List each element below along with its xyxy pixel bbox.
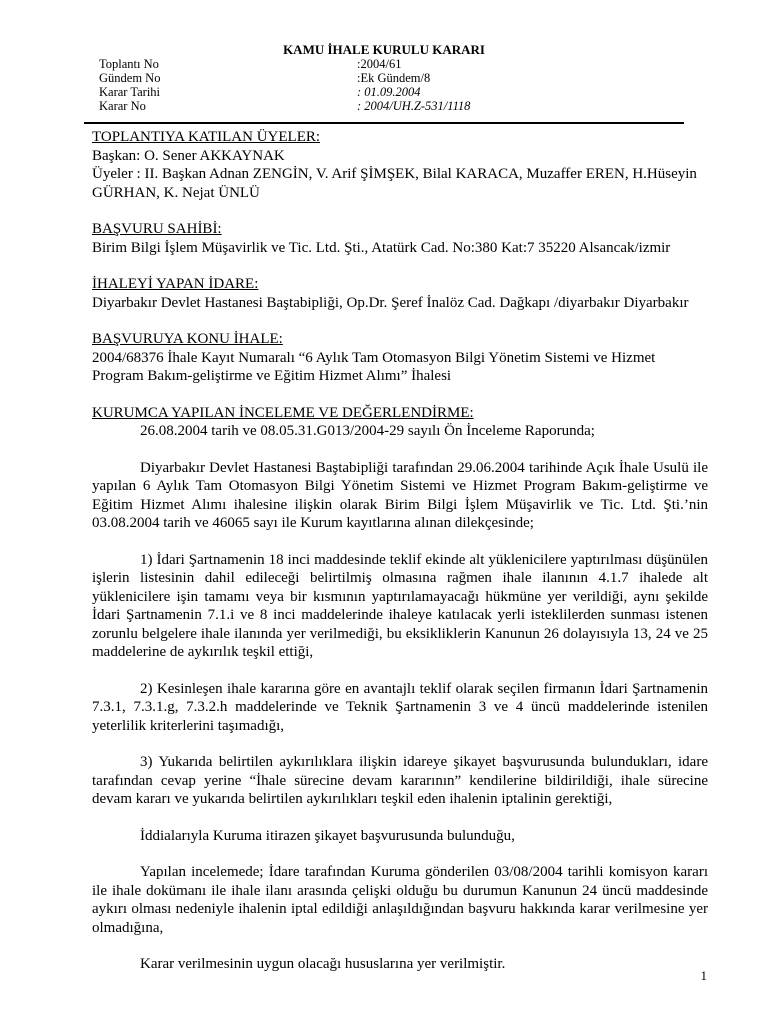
review-section [92,404,708,441]
meta-label: Karar Tarihi [99,85,161,99]
paragraph: Karar verilmesinin uygun olacağı hususlarına yer verilmiştir. [140,956,506,972]
meta-label: Karar No [99,99,146,113]
meta-label: Gündem No [99,71,161,85]
tender-text: 2004/68376 İhale Kayıt Numaralı “6 Aylık Tam Otomasyon Bilgi Yönetim Sistemi ve Hizmet Program Bakım-geliştirme ve Eğitim Hizmet Alımı” İhalesi [92,349,656,384]
meta-value: : 2004/UH.Z-531/1118 [357,99,471,113]
meta-row-decision-no [99,99,519,113]
meta-row-decision-date [99,85,519,99]
meta-value: :2004/61 [357,57,402,71]
decision-meta [99,57,519,113]
applicant-text: Birim Bilgi İşlem Müşavirlik ve Tic. Ltd. Şti., Atatürk Cad. No:380 Kat:7 35220 Alsancak/izmir [92,239,671,256]
header-divider [84,122,684,124]
applicant-section [92,220,708,257]
document-body [92,128,708,992]
section-heading: KURUMCA YAPILAN İNCELEME VE DEĞERLENDİRME: [92,404,474,421]
meta-label: Toplantı No [99,57,159,71]
page-number: 1 [700,968,707,983]
document-title: KAMU İHALE KURULU KARARI [283,42,485,57]
meta-row-meeting-no [99,57,519,71]
paragraph: İddialarıyla Kuruma itirazen şikayet başvurusunda bulunduğu, [140,827,515,844]
members-chair: Başkan: O. Sener AKKAYNAK [92,147,285,164]
section-heading: BAŞVURUYA KONU İHALE: [92,331,283,347]
members-section [92,128,708,202]
meta-value: :Ek Gündem/8 [357,71,431,85]
paragraph: Yapılan incelemede; İdare tarafından Kuruma gönderilen 03/08/2004 tarihli komisyon kararı ile ihale dokümanı ile ihale ilanı arasında çelişki olduğu bu durumun Kanunun 24 üncü maddesinde aykırı olması nedeniyle ihalenin iptal edildiği anlaşıldığından başvuru hakkında karar verilmesine yer olmadığına, [92,864,708,936]
paragraph: 1) İdari Şartnamenin 18 inci maddesinde teklif ekinde alt yüklenicilere yaptırılması düşünülen işlerin listesinin dahil edileceği belirtilmiş olmasına rağmen ihale ilanının 4.1.7 ihalede alt yüklenicilere işin tamamı veya bir kısmının yaptırılamayacağı hükmüne yer verildiği, aynı şekilde İdari Şartnamenin 7.1.i ve 8 inci maddelerinde ihaleye katılacak yerli isteklilerden sunması istenen zorunlu belgelere ihale ilanında yer verilmediği, bu eksikliklerin Kanunun 26 dolayısıyla 13, 24 ve 25 maddelerine de aykırılık teşkil ettiği, [92,551,708,660]
section-heading: TOPLANTIYA KATILAN ÜYELER: [92,129,321,145]
section-heading: BAŞVURU SAHİBİ: [92,221,222,237]
authority-text: Diyarbakır Devlet Hastanesi Baştabipliği, Op.Dr. Şeref İnalöz Cad. Dağkapı /diyarbakır Diyarbakır [92,294,689,311]
review-intro: 26.08.2004 tarih ve 08.05.31.G013/2004-29 sayılı Ön İnceleme Raporunda; [140,423,595,439]
authority-section [92,275,708,312]
section-heading: İHALEYİ YAPAN İDARE: [92,276,259,292]
meta-value: : 01.09.2004 [357,85,421,99]
paragraph: 3) Yukarıda belirtilen aykırılıklara ilişkin idareye şikayet başvurusunda bulundukları, idare tarafından cevap yerine “İhale sürecine devam kararının” kendilerine bildirildiği, ihale sürecine devam kararı ve yukarıda belirtilen aykırılıkları teşkil eden ihalenin iptalinin gerektiği, [92,754,708,807]
members-list: Üyeler : II. Başkan Adnan ZENGİN, V. Arif ŞİMŞEK, Bilal KARACA, Muzaffer EREN, H.Hüseyin GÜRHAN, K. Nejat ÜNLÜ [92,166,697,201]
paragraph: Diyarbakır Devlet Hastanesi Baştabipliği tarafından 29.06.2004 tarihinde Açık İhale Usulü ile yapılan 6 Aylık Tam Otomasyon Bilgi Yönetim Sistemi ve Hizmet Program Bakım-geliştirme ve Eğitim Hizmet Alımı ihalesine ilişkin olarak Birim Bilgi İşlem Müşavirlik ve Tic. Ltd. Şti.’nin 03.08.2004 tarih ve 46065 sayı ile Kurum kayıtlarına alınan dilekçesinde; [92,459,708,531]
paragraph: 2) Kesinleşen ihale kararına göre en avantajlı teklif olarak seçilen firmanın İdari Şartnamenin 7.3.1, 7.3.1.g, 7.3.2.h maddelerinde ve Teknik Şartnamenin 3 ve 4 üncü maddelerinde istenilen yeterlilik kriterlerini taşımadığı, [92,680,708,734]
meta-row-agenda-no [99,71,519,85]
tender-section [92,330,708,386]
